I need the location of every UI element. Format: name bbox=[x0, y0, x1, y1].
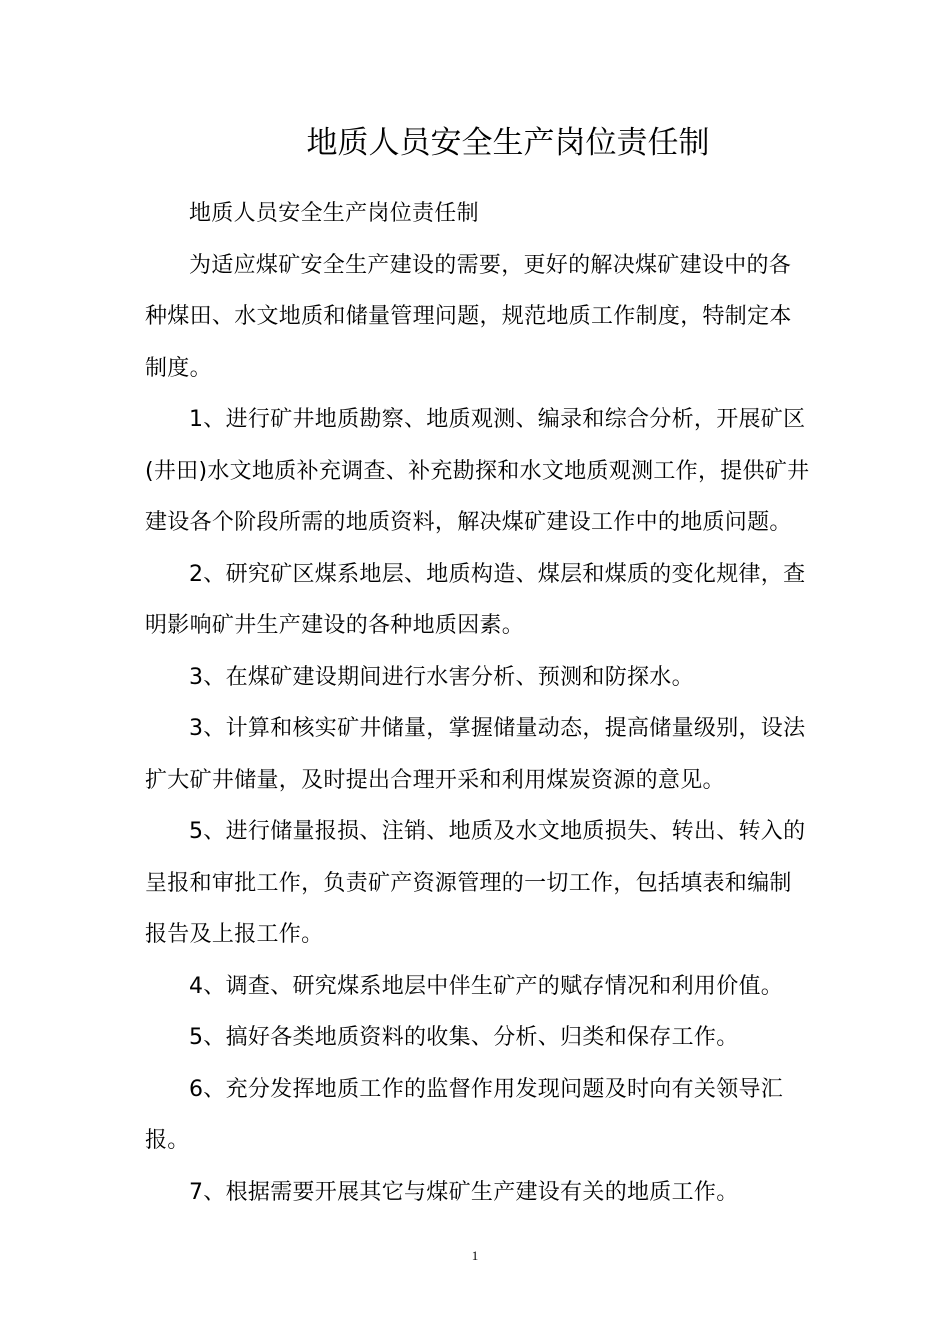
clause-paragraph: 1、进行矿井地质勘察、地质观测、编录和综合分析，开展矿区(井田)水文地质补充调查、补充勘探和水文地质观测工作，提供矿井建设各个阶段所需的地质资料，解决煤矿建设工作中的地质问题。 bbox=[145, 407, 810, 535]
page-number: 1 bbox=[471, 1248, 479, 1263]
clause-paragraph: 5、搞好各类地质资料的收集、分析、归类和保存工作。 bbox=[189, 1025, 739, 1050]
clause-paragraph: 5、进行储量报损、注销、地质及水文地质损失、转出、转入的呈报和审批工作，负责矿产资源管理的一切工作，包括填表和编制报告及上报工作。 bbox=[145, 819, 806, 947]
clause-paragraph: 6、充分发挥地质工作的监督作用发现问题及时向有关领导汇报。 bbox=[145, 1076, 784, 1153]
document-title: 地质人员安全生产岗位责任制 bbox=[306, 125, 710, 161]
subtitle-paragraph: 地质人员安全生产岗位责任制 bbox=[189, 201, 479, 226]
intro-paragraph: 为适应煤矿安全生产建设的需要，更好的解决煤矿建设中的各种煤田、水文地质和储量管理问题，规范地质工作制度，特制定本制度。 bbox=[145, 252, 792, 381]
clause-paragraph: 3、在煤矿建设期间进行水害分析、预测和防探水。 bbox=[189, 664, 694, 690]
clause-paragraph: 2、研究矿区煤系地层、地质构造、煤层和煤质的变化规律，查明影响矿井生产建设的各种地质因素。 bbox=[145, 561, 806, 638]
clause-paragraph: 7、根据需要开展其它与煤矿生产建设有关的地质工作。 bbox=[189, 1179, 739, 1205]
document-body bbox=[145, 188, 810, 1218]
clause-paragraph: 4、调查、研究煤系地层中伴生矿产的赋存情况和利用价值。 bbox=[189, 973, 784, 999]
clause-paragraph: 3、计算和核实矿井储量，掌握储量动态，提高储量级别，设法扩大矿井储量，及时提出合理开采和利用煤炭资源的意见。 bbox=[145, 716, 806, 793]
